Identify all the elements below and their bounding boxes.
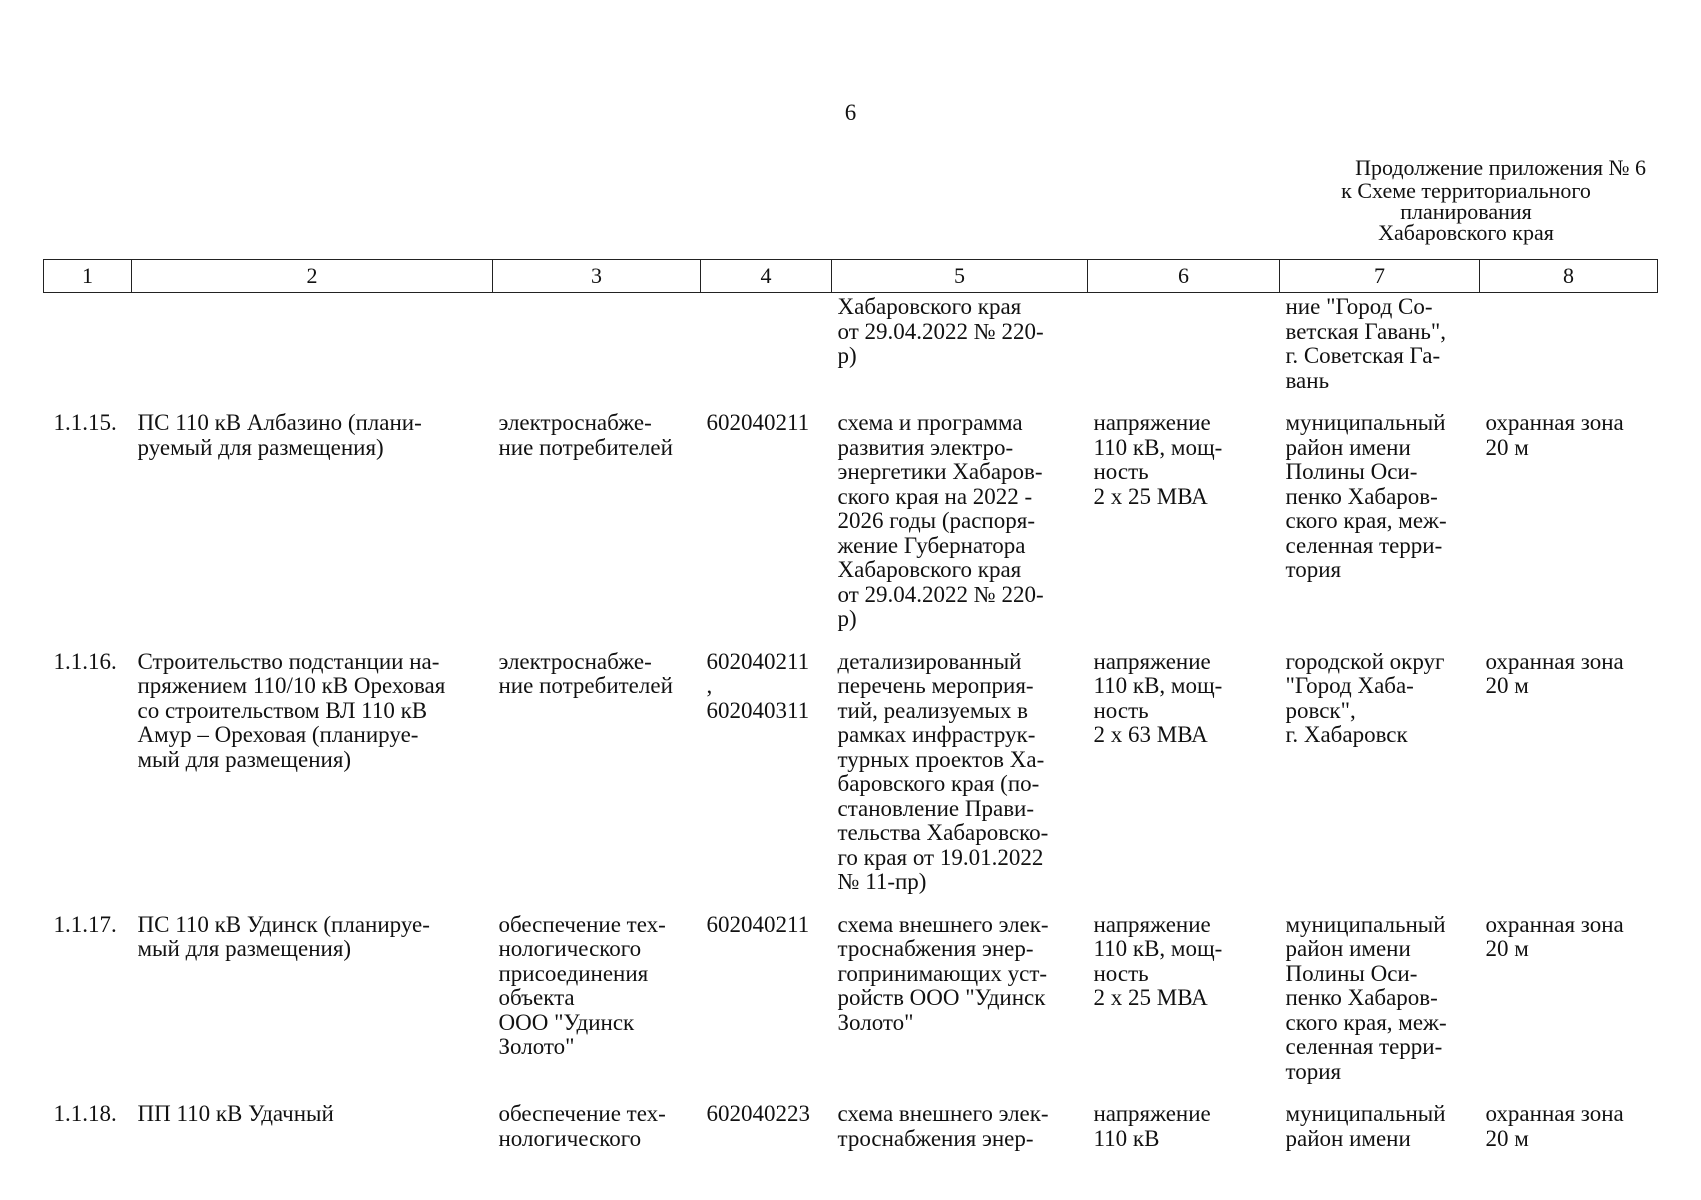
table-cell-characteristics: напряжение 110 кВ, мощ- ность 2 х 63 МВА <box>1093 649 1223 747</box>
table-cell-zone: охранная зона 20 м <box>1485 649 1624 698</box>
table-cell-code: 602040223 <box>706 1102 810 1126</box>
objects-table <box>43 259 1658 1151</box>
table-cell-characteristics: напряжение 110 кВ, мощ- ность 2 х 25 МВА <box>1093 912 1223 1010</box>
table-cell-object-name: ПС 110 кВ Удинск (планируе- мый для размещения) <box>137 912 430 961</box>
table-cell <box>493 293 701 412</box>
table-cell-document: Хабаровского края от 29.04.2022 № 220- р) <box>837 294 1044 368</box>
appendix-header <box>1286 156 1646 243</box>
table-cell-object-name: ПС 110 кВ Албазино (плани- руемый для размещения) <box>137 411 422 460</box>
table-cell <box>44 293 132 412</box>
table-cell-number: 1.1.17. <box>53 912 117 937</box>
table-row-continuation <box>44 293 1658 412</box>
column-number-header-row <box>44 260 1658 293</box>
table-row <box>44 411 1658 650</box>
table-cell-number: 1.1.15. <box>53 411 117 435</box>
table-cell <box>1480 293 1658 412</box>
appendix-header-line: Продолжение приложения № 6 <box>1355 155 1646 180</box>
table-row <box>44 1102 1658 1151</box>
appendix-header-line: Хабаровского края <box>1378 220 1554 245</box>
column-header: 5 <box>832 260 1088 293</box>
table-cell-number: 1.1.18. <box>53 1102 117 1126</box>
table-cell-characteristics: напряжение 110 кВ <box>1093 1102 1211 1151</box>
table-cell-characteristics: напряжение 110 кВ, мощ- ность 2 х 25 МВА <box>1093 411 1223 509</box>
table-cell-object-name: ПП 110 кВ Удачный <box>137 1102 334 1126</box>
table-cell-location: муниципальный район имени <box>1285 1102 1446 1151</box>
table-cell-location: ние "Город Со- ветская Гавань", г. Советская Га- вань <box>1285 294 1446 393</box>
table-cell-code: 602040211 , 602040311 <box>706 649 810 723</box>
column-header: 6 <box>1088 260 1280 293</box>
table-cell-object-name: Строительство подстанции на- пряжением 110/10 кВ Ореховая со строительством ВЛ 110 кВ Амур – Ореховая (планируе- мый для размещения) <box>137 649 446 772</box>
table-cell-code: 602040211 <box>706 912 810 937</box>
table-cell-document: схема внешнего элек- троснабжения энер- <box>837 1102 1049 1151</box>
table-cell <box>132 293 493 412</box>
column-header: 3 <box>493 260 701 293</box>
table-cell <box>701 293 832 412</box>
appendix-header-line: планирования <box>1400 199 1532 224</box>
table-cell-location: муниципальный район имени Полины Оси- пенко Хабаров- ского края, меж- селенная терри- тория <box>1285 411 1447 582</box>
appendix-header-line: к Схеме территориального <box>1341 178 1591 203</box>
table-cell-location: муниципальный район имени Полины Оси- пенко Хабаров- ского края, меж- селенная терри- тория <box>1285 912 1447 1084</box>
table-cell-zone: охранная зона 20 м <box>1485 1102 1624 1151</box>
table-cell-number: 1.1.16. <box>53 649 117 674</box>
table-row <box>44 650 1658 913</box>
column-header: 4 <box>701 260 832 293</box>
table-cell-document: детализированный перечень мероприя- тий, реализуемых в рамках инфраструк- турных проектов Ха- баровского края (по- становление Прави- тельства Хабаровско- го края от 19.01.2022 № 11-пр) <box>837 649 1049 894</box>
table-cell-code: 602040211 <box>706 411 810 435</box>
table-cell-document: схема внешнего элек- троснабжения энер- гопринимающих уст- ройств ООО "Удинск Золото" <box>837 912 1049 1035</box>
column-header: 7 <box>1280 260 1480 293</box>
table-cell-purpose: обеспечение тех- нологического <box>498 1102 666 1151</box>
table-cell-zone: охранная зона 20 м <box>1485 912 1624 961</box>
table-cell-purpose: обеспечение тех- нологического присоединения объекта ООО "Удинск Золото" <box>498 912 666 1059</box>
column-header: 2 <box>132 260 493 293</box>
table-row <box>44 913 1658 1103</box>
table-cell-purpose: электроснабже- ние потребителей <box>498 411 673 460</box>
table-cell-purpose: электроснабже- ние потребителей <box>498 649 673 698</box>
column-header: 1 <box>44 260 132 293</box>
page-number: 6 <box>844 100 857 125</box>
column-header: 8 <box>1480 260 1658 293</box>
table-cell-location: городской округ "Город Хаба- ровск", г. Хабаровск <box>1285 649 1445 747</box>
table-cell <box>1088 293 1280 412</box>
objects-table-wrapper <box>43 259 1657 1151</box>
table-cell-document: схема и программа развития электро- энергетики Хабаров- ского края на 2022 - 2026 годы (распоря- жение Губернатора Хабаровского края от 29.04.2022 № 220- р) <box>837 411 1044 631</box>
table-cell-zone: охранная зона 20 м <box>1485 411 1624 460</box>
